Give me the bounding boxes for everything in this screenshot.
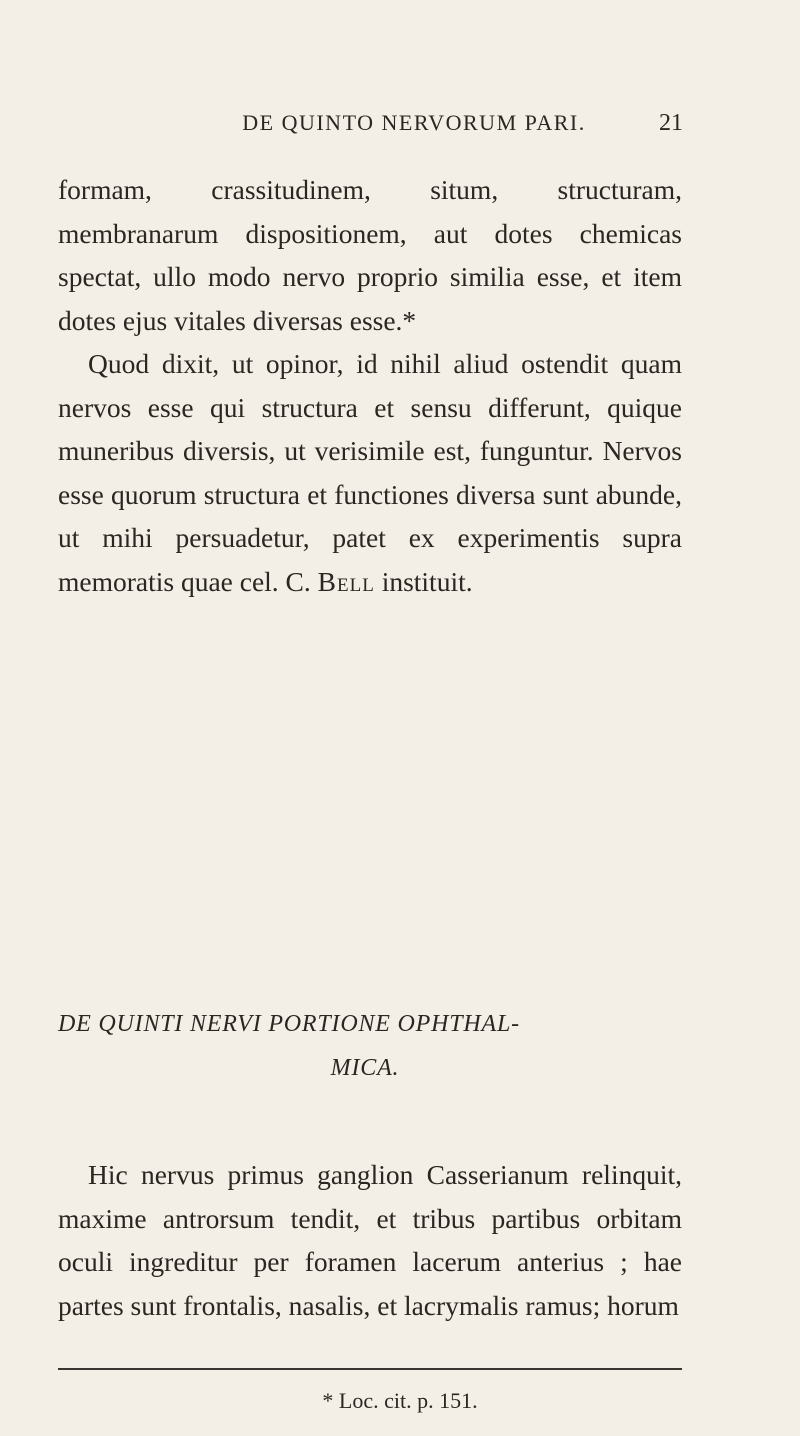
section-heading-line-2: MICA. xyxy=(330,1055,400,1081)
body-text-lower xyxy=(58,1153,682,1327)
footnote-rule xyxy=(58,1368,682,1370)
paragraph-quod-dixit xyxy=(58,342,682,603)
running-title: DE QUINTO NERVORUM PARI. xyxy=(242,110,586,135)
page-number: 21 xyxy=(659,110,683,136)
body-text-upper xyxy=(58,168,682,603)
running-head xyxy=(145,110,683,144)
paragraph-continuation: formam, crassitudinem, situm, structuram, membranarum dispositionem, aut dotes chemicas spectat, ullo modo nervo proprio similia esse, et item dotes ejus vitales diversas esse.* xyxy=(58,174,682,336)
section-heading-line-1: DE QUINTI NERVI PORTIONE OPHTHAL- xyxy=(58,1011,520,1037)
paragraph-text: Quod dixit, ut opinor, id nihil aliud ostendit quam nervos esse qui structura et sensu differunt, quique muneribus diversis, ut verisimile est, funguntur. Nervos esse quorum structura et functiones diversa sunt abunde, ut mihi persuadetur, patet ex experimentis supra memoratis quae cel. C. xyxy=(58,348,682,597)
paragraph-hic-nervus: Hic nervus primus ganglion Casserianum relinquit, maxime antrorsum tendit, et tribus partibus orbitam oculi ingreditur per foramen lacerum anterius ; hae partes sunt frontalis, nasalis, et lacrymalis ramus; horum xyxy=(58,1159,682,1321)
author-name-bell: Bell xyxy=(317,565,375,597)
paragraph-text-end: instituit. xyxy=(381,565,473,597)
section-heading xyxy=(58,1002,682,1090)
footnote: * Loc. cit. p. 151. xyxy=(322,1388,478,1413)
